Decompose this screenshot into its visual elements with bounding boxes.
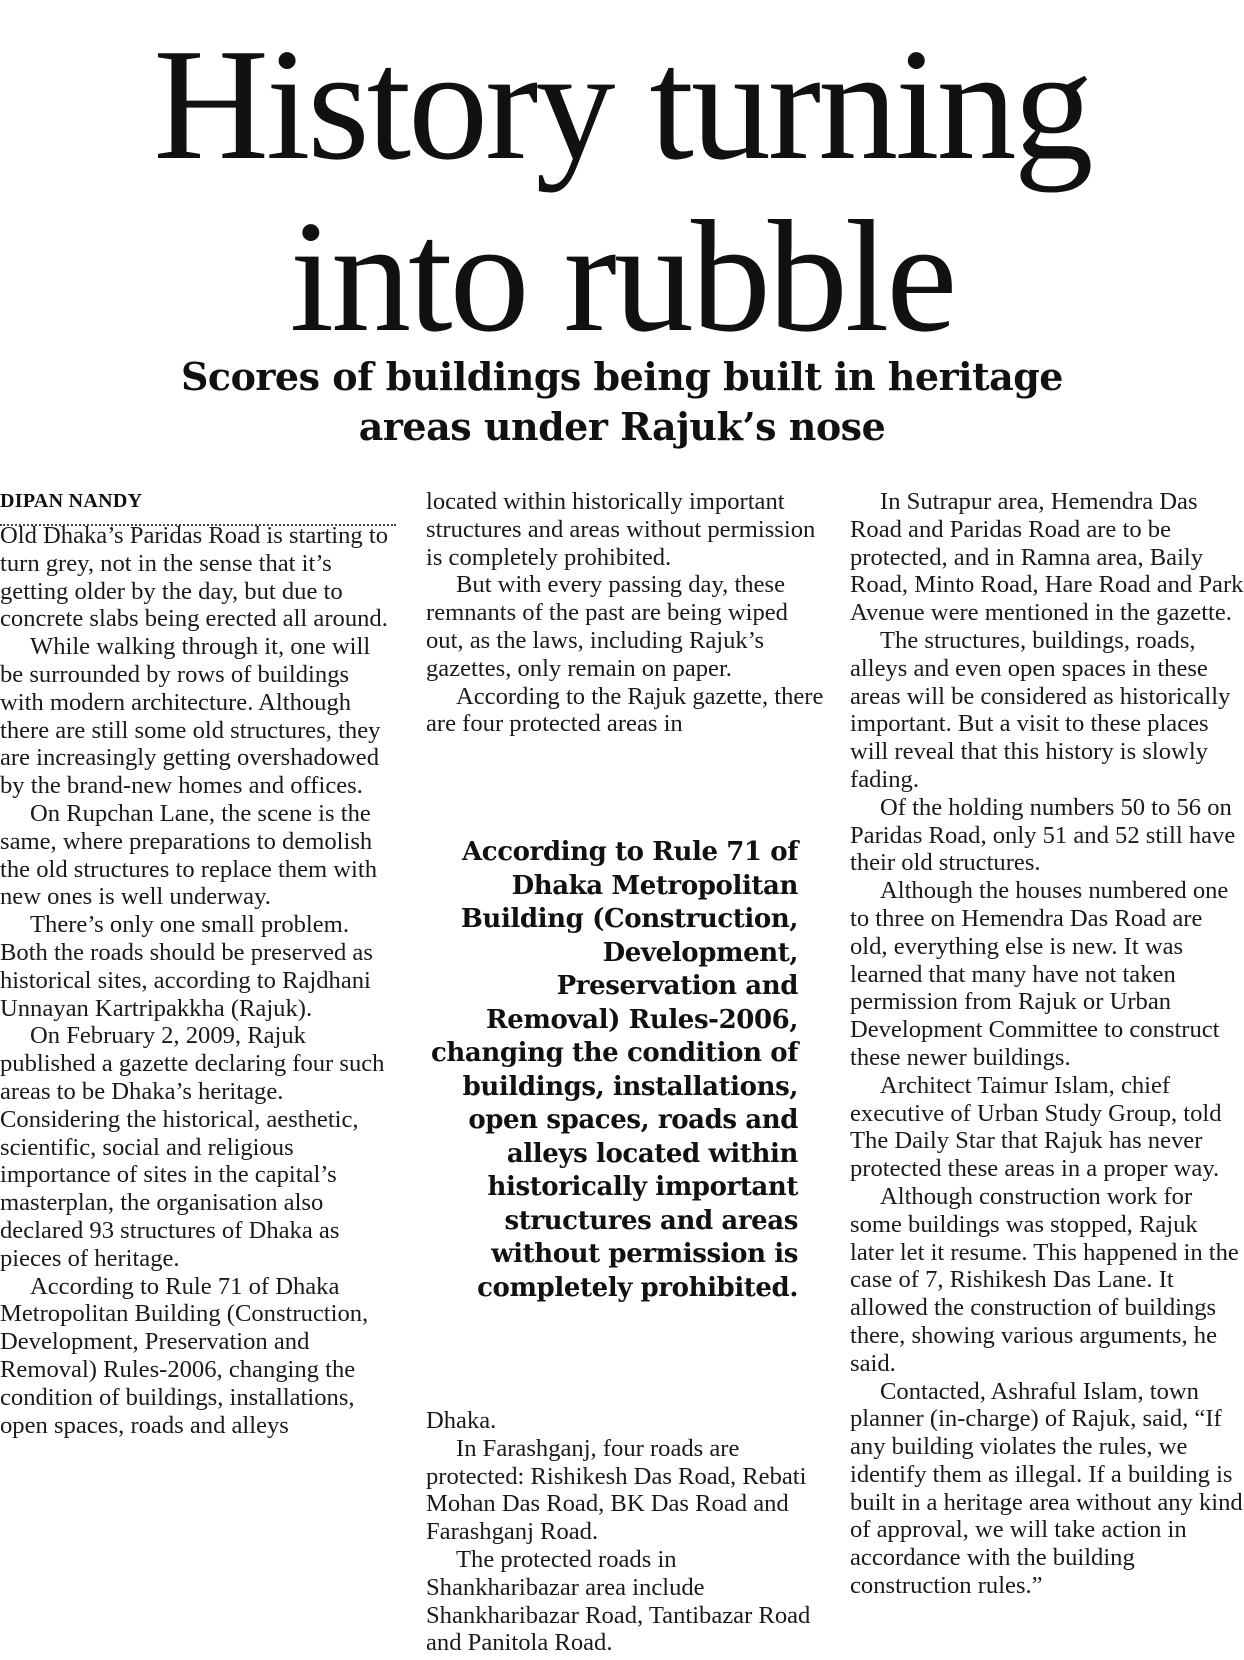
paragraph: Old Dhaka’s Paridas Road is starting to turn grey, not in the sense that it’s getting older by the day, but due to concrete slabs being erected all around. bbox=[0, 522, 388, 633]
pull-quote: According to Rule 71 of Dhaka Metropolitan Building (Construction, Development, Preservation and Removal) Rules-2006, changing the condition of buildings, installations, open spaces, roads and alleys located within historically important structures and areas without permission is completely prohibited. bbox=[430, 837, 798, 1303]
paragraph: Of the holding numbers 50 to 56 on Paridas Road, only 51 and 52 still have their old structures. bbox=[850, 793, 1236, 877]
paragraph: There’s only one small problem. Both the roads should be preserved as historical sites, according to Rajdhani Unnayan Kartripakkha (Rajuk). bbox=[0, 911, 373, 1022]
paragraph: Contacted, Ashraful Islam, town planner (in-charge) of Rajuk, said, “If any building violates the rules, we identify them as illegal. If a building is built in a heritage area without any kind of approval, we will take action in accordance with the building construction rules.” bbox=[850, 1377, 1243, 1600]
column-1 bbox=[0, 522, 392, 1439]
subheadline bbox=[0, 352, 1244, 452]
paragraph: On Rupchan Lane, the scene is the same, where preparations to demolish the old structures to replace them with new ones is well underway. bbox=[0, 799, 377, 911]
paragraph: The protected roads in Shankharibazar area include Shankharibazar Road, Tantibazar Road and Panitola Road. bbox=[426, 1545, 811, 1657]
headline-line-2: into rubble bbox=[289, 187, 955, 365]
paragraph: But with every passing day, these remnants of the past are being wiped out, as the laws, including Rajuk’s gazettes, only remain on paper. bbox=[426, 571, 788, 682]
paragraph: Although construction work for some buildings was stopped, Rajuk later let it resume. This happened in the case of 7, Rishikesh Das Lane. It allowed the construction of buildings there, showing various arguments, he said. bbox=[850, 1182, 1239, 1377]
paragraph: According to the Rajuk gazette, there are four protected areas in bbox=[426, 682, 824, 738]
column-3 bbox=[850, 488, 1244, 1600]
paragraph: According to Rule 71 of Dhaka Metropolitan Building (Construction, Development, Preservation and Removal) Rules-2006, changing the condition of buildings, installations, open spaces, roads and alleys bbox=[0, 1272, 369, 1439]
byline: DIPAN NANDY bbox=[0, 490, 143, 512]
paragraph: While walking through it, one will be surrounded by rows of buildings with modern architecture. Although there are still some old structures, they are increasingly getting overshadowed by the brand-new homes and offices. bbox=[0, 633, 381, 800]
paragraph: On February 2, 2009, Rajuk published a gazette declaring four such areas to be Dhaka’s heritage. Considering the historical, aesthetic, scientific, social and religious importance of sites in the capital’s masterplan, the organisation also declared 93 structures of Dhaka as pieces of heritage. bbox=[0, 1022, 385, 1272]
paragraph: In Sutrapur area, Hemendra Das Road and Paridas Road are to be protected, and in Ramna area, Baily Road, Minto Road, Hare Road and Park Avenue were mentioned in the gazette. bbox=[850, 488, 1244, 627]
paragraph: The structures, buildings, roads, alleys and even open spaces in these areas will be considered as historically important. But a visit to these places will reveal that this history is slowly fading. bbox=[850, 626, 1231, 793]
headline-line-1: History turning bbox=[153, 15, 1091, 193]
paragraph: located within historically important structures and areas without permission is completely prohibited. bbox=[426, 488, 816, 571]
paragraph: Dhaka. bbox=[426, 1407, 497, 1434]
headline bbox=[0, 15, 1244, 365]
column-2-top bbox=[426, 488, 826, 738]
subheadline-line-1: Scores of buildings being built in heritage bbox=[180, 354, 1063, 399]
column-2-bottom bbox=[426, 1407, 826, 1657]
paragraph: In Farashganj, four roads are protected: Rishikesh Das Road, Rebati Mohan Das Road, BK Das Road and Farashganj Road. bbox=[426, 1434, 807, 1546]
subheadline-line-2: areas under Rajuk’s nose bbox=[358, 404, 886, 449]
paragraph: Although the houses numbered one to three on Hemendra Das Road are old, everything else is new. It was learned that many have not taken permission from Rajuk or Urban Development Committee to construct these newer buildings. bbox=[850, 877, 1229, 1071]
paragraph: Architect Taimur Islam, chief executive of Urban Study Group, told The Daily Star that Rajuk has never protected these areas in a proper way. bbox=[850, 1071, 1222, 1183]
